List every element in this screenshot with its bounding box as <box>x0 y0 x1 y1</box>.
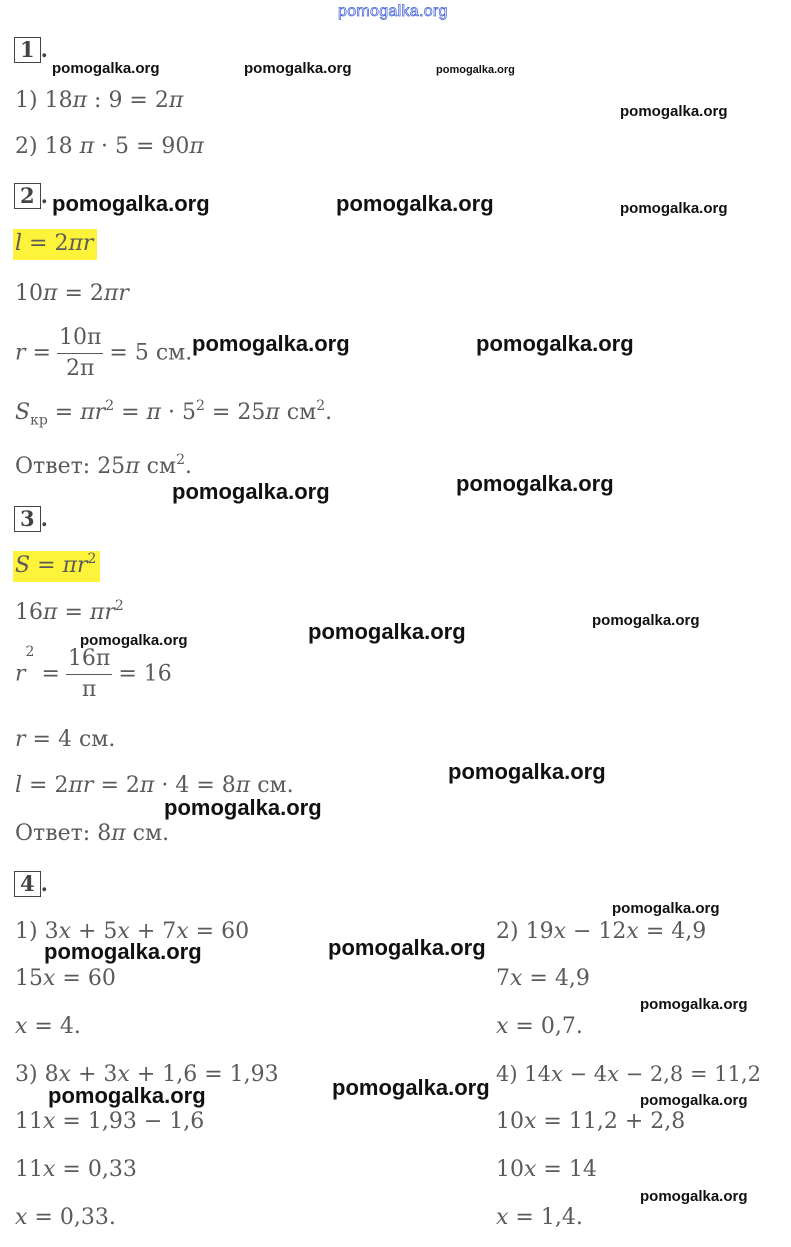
watermark: pomogalka.org <box>52 60 160 77</box>
task-3-line-4: r = 4 см. <box>15 727 116 752</box>
task-4-number: 4 . <box>14 871 48 897</box>
task-4-left-4: 3) 8x + 3x + 1,6 = 1,93 <box>15 1062 279 1087</box>
watermark: pomogalka.org <box>172 479 330 504</box>
watermark: pomogalka.org <box>332 1075 490 1100</box>
watermark: pomogalka.org <box>640 1188 748 1205</box>
watermark: pomogalka.org <box>44 939 202 964</box>
task-2-number: 2 . <box>14 183 48 209</box>
task-4-left-2: 15x = 60 <box>15 966 116 991</box>
task-3-line-2: $16\pi = \pi r^2$ <box>15 598 124 625</box>
watermark: pomogalka.org <box>308 619 466 644</box>
watermark: pomogalka.org <box>612 900 720 917</box>
task-3-line-5: l = 2πr = 2π · 4 = 8π см. <box>15 773 294 798</box>
task-3-formula: $S = \pi r^2$ <box>13 555 100 577</box>
task-3-answer: Ответ: 8π см. <box>15 821 170 846</box>
task-4-left-7: x = 0,33. <box>15 1205 116 1230</box>
task-1-number: 1 . <box>14 37 48 63</box>
task-4-right-2: 7x = 4,9 <box>496 966 590 991</box>
task-4-left-1: 1) 3x + 5x + 7x = 60 <box>15 919 250 944</box>
task-2-answer: Ответ: 25π $см^2$. <box>15 452 193 479</box>
task-3-number: 3 . <box>14 506 48 532</box>
watermark: pomogalka.org <box>592 612 700 629</box>
frac-num: 16π <box>66 648 112 675</box>
watermark: pomogalka.org <box>52 191 210 216</box>
task-3-line-3: $r^2$ = $\frac{16\pi}{\pi}$ = 16 <box>15 644 172 702</box>
task-4-right-5: 10x = 11,2 + 2,8 <box>496 1109 686 1134</box>
task-4-right-7: x = 1,4. <box>496 1205 583 1230</box>
watermark: pomogalka.org <box>436 64 515 76</box>
watermark: pomogalka.org <box>80 632 188 649</box>
watermark: pomogalka.org <box>192 331 350 356</box>
watermark: pomogalka.org <box>336 191 494 216</box>
watermark: pomogalka.org <box>448 759 606 784</box>
watermark: pomogalka.org <box>164 795 322 820</box>
watermark: pomogalka.org <box>328 935 486 960</box>
watermark: pomogalka.org <box>620 200 728 217</box>
task-4-right-1: 2) 19x − 12x = 4,9 <box>496 919 707 944</box>
task-4-right-3: x = 0,7. <box>496 1014 583 1039</box>
task-4-left-3: x = 4. <box>15 1014 81 1039</box>
watermark: pomogalka.org <box>476 331 634 356</box>
task-1-line-2: 2) 18 π · 5 = 90π <box>15 134 204 159</box>
task-4-right-4: 4) 14x − 4x − 2,8 = 11,2 <box>496 1062 762 1086</box>
watermark: pomogalka.org <box>244 60 352 77</box>
frac-num: 10π <box>57 327 103 354</box>
task-2-line-4: $S_{кр} = \pi r^2 = \pi \cdot 5^2 = 25\pi$ $см^2$. <box>15 398 333 429</box>
task-2-line-3: r = $\frac{10\pi}{2\pi}$ = 5 см. <box>15 325 193 381</box>
watermark: pomogalka.org <box>456 471 614 496</box>
frac-den: π <box>81 677 97 702</box>
header-watermark: pomogalka.org <box>338 3 448 20</box>
watermark: pomogalka.org <box>620 103 728 120</box>
task-2-formula: l = 2πr <box>13 233 97 255</box>
frac-den: 2π <box>65 356 95 381</box>
task-4-left-5: 11x = 1,93 − 1,6 <box>15 1109 205 1134</box>
watermark: pomogalka.org <box>640 1092 748 1109</box>
task-4-left-6: 11x = 0,33 <box>15 1157 137 1182</box>
task-4-right-6: 10x = 14 <box>496 1157 597 1182</box>
task-1-line-1: 1) 18π : 9 = 2π <box>15 88 184 113</box>
task-2-line-2: 10π = 2πr <box>15 281 129 306</box>
watermark: pomogalka.org <box>48 1083 206 1108</box>
watermark: pomogalka.org <box>640 996 748 1013</box>
